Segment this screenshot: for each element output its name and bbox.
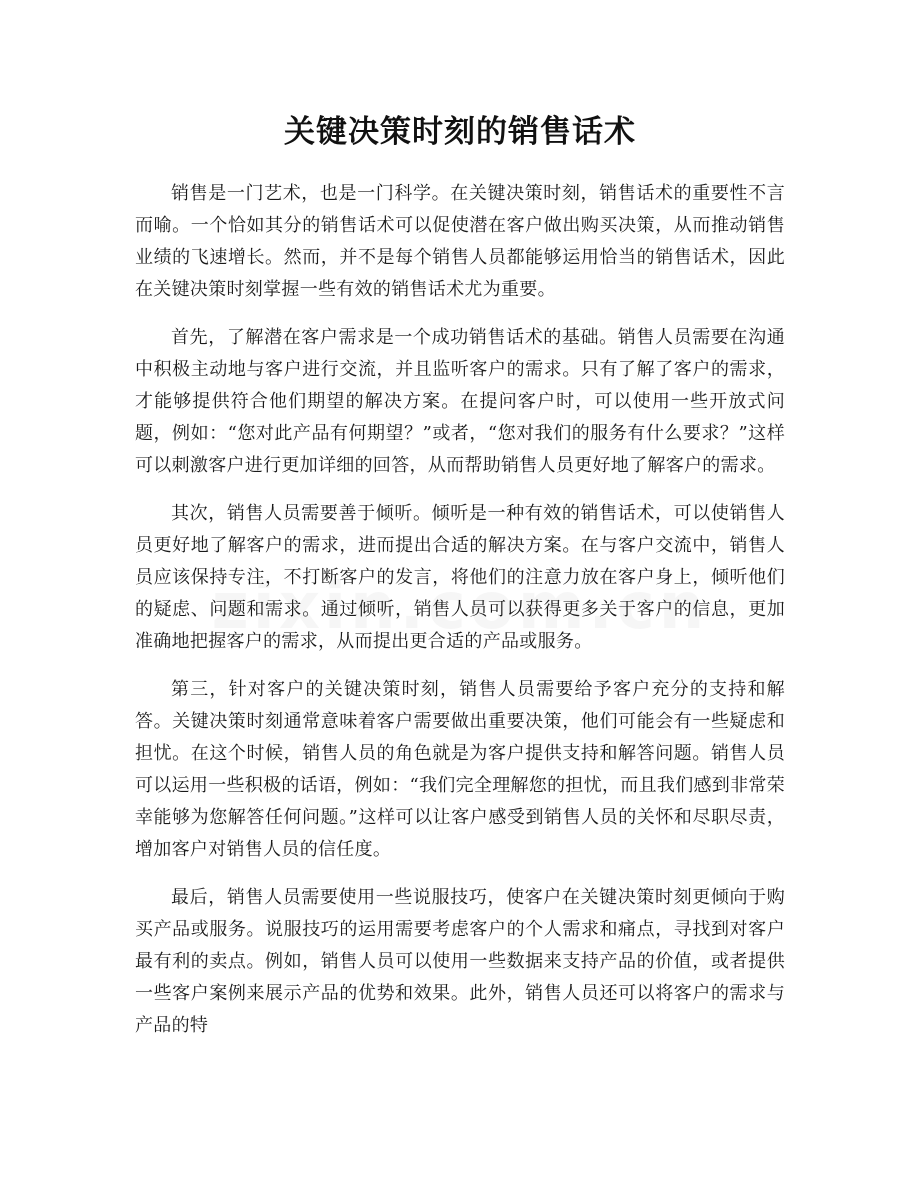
paragraph-last: 最后，销售人员需要使用一些说服技巧，使客户在关键决策时刻更倾向于购买产品或服务。说服技巧的运用需要考虑客户的个人需求和痛点，寻找到对客户最有利的卖点。例如，销售人员可以使用一些数据来支持产品的价值，或者提供一些客户案例来展示产品的优势和效果。此外，销售人员还可以将客户的需求与产品的特 — [135, 887, 785, 1036]
page-title: 关键决策时刻的销售话术 — [284, 114, 636, 150]
paragraph-second: 其次，销售人员需要善于倾听。倾听是一种有效的销售话术，可以使销售人员更好地了解客户的需求，进而提出合适的解决方案。在与客户交流中，销售人员应该保持专注，不打断客户的发言，将他们的注意力放在客户身上，倾听他们的疑虑、问题和需求。通过倾听，销售人员可以获得更多关于客户的信息，更加准确地把握客户的需求，从而提出更合适的产品或服务。 — [135, 503, 785, 652]
paragraph-first: 首先，了解潜在客户需求是一个成功销售话术的基础。销售人员需要在沟通中积极主动地与客户进行交流，并且监听客户的需求。只有了解了客户的需求，才能够提供符合他们期望的解决方案。在提问客户时，可以使用一些开放式问题，例如：“您对此产品有何期望？”或者，“您对我们的服务有什么要求？”这样可以刺激客户进行更加详细的回答，从而帮助销售人员更好地了解客户的需求。 — [135, 327, 785, 476]
document-body — [135, 178, 785, 1058]
paragraph-intro: 销售是一门艺术，也是一门科学。在关键决策时刻，销售话术的重要性不言而喻。一个恰如其分的销售话术可以促使潜在客户做出购买决策，从而推动销售业绩的飞速增长。然而，并不是每个销售人员都能够运用恰当的销售话术，因此在关键决策时刻掌握一些有效的销售话术尤为重要。 — [135, 183, 785, 300]
paragraph-third: 第三，针对客户的关键决策时刻，销售人员需要给予客户充分的支持和解答。关键决策时刻通常意味着客户需要做出重要决策，他们可能会有一些疑虑和担忧。在这个时候，销售人员的角色就是为客户提供支持和解答问题。销售人员可以运用一些积极的话语，例如：“我们完全理解您的担忧，而且我们感到非常荣幸能够为您解答任何问题。”这样可以让客户感受到销售人员的关怀和尽职尽责，增加客户对销售人员的信任度。 — [135, 679, 785, 860]
